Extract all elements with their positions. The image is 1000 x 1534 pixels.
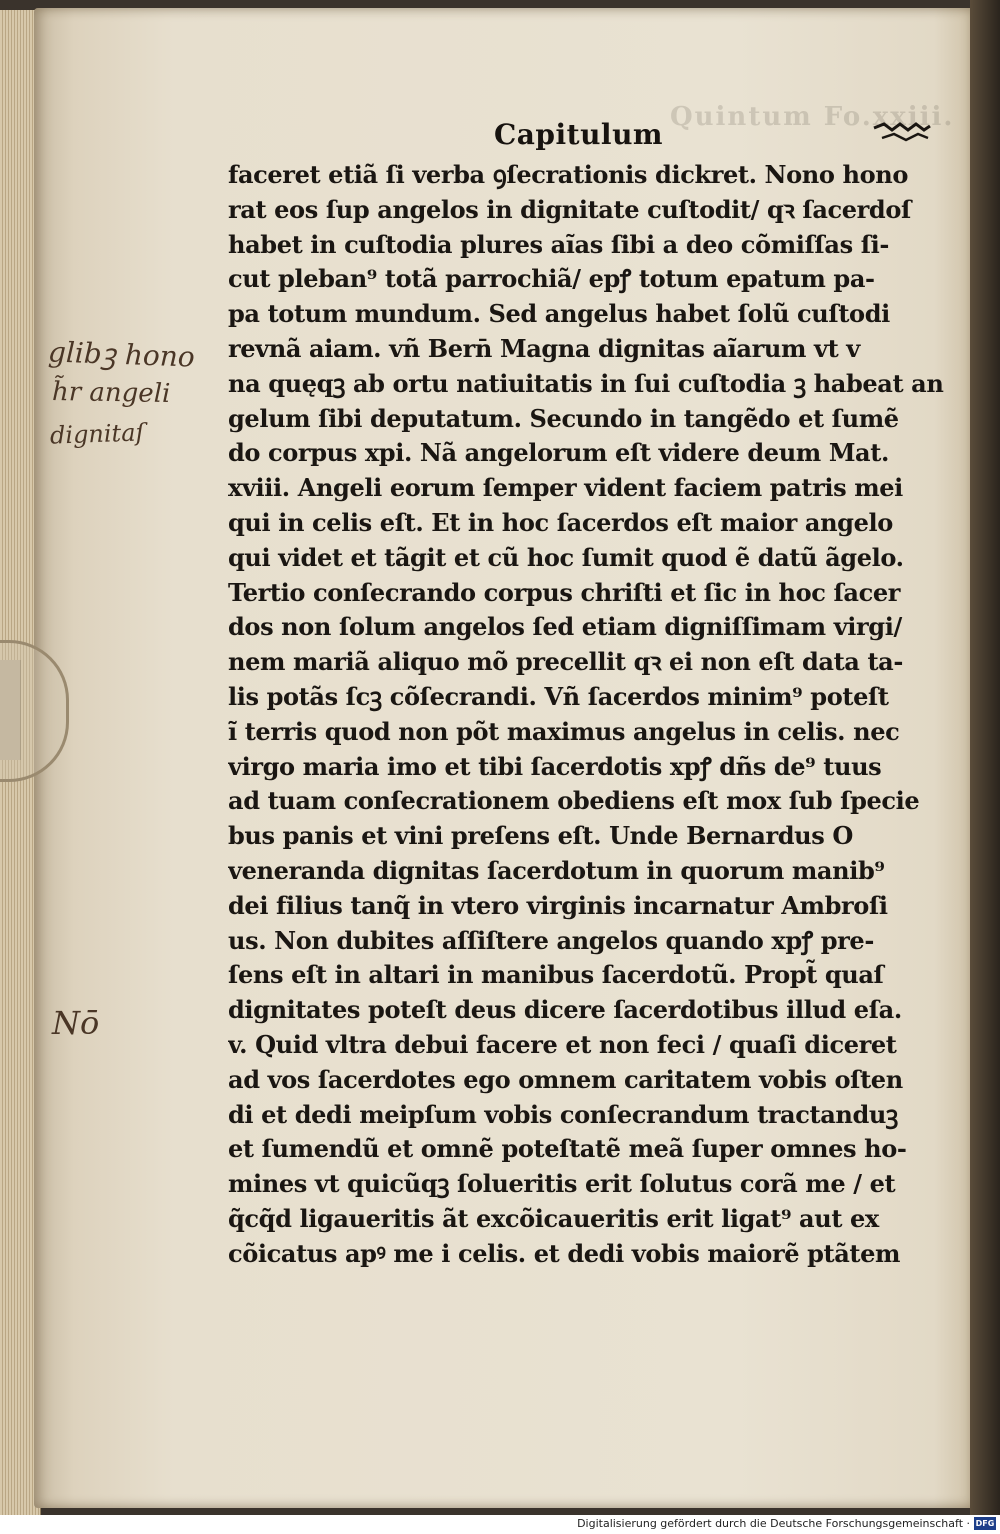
text-line: v. Quid vltra debui facere et non feci / quaſi diceret xyxy=(228,1029,897,1059)
marginal-note: glibꝫ hono xyxy=(47,335,196,374)
text-line: pa totum mundum. Sed angelus habet ſolũ cuſtodi xyxy=(228,299,890,329)
text-line: cõicatus apꝰ me i celis. et dedi vobis maiorẽ ptãtem xyxy=(228,1238,901,1268)
text-line: dei filius tanq̃ in vtero virginis incarnatur Ambroſi xyxy=(228,890,888,920)
marginal-note: h̃r angeli xyxy=(51,376,171,410)
text-line: rat eos ſup angelos in dignitate cuſtodit/ qꝛ ſacerdoſ xyxy=(228,194,911,224)
text-line: dos non ſolum angelos ſed etiam digniſſimam virgi/ xyxy=(228,612,902,642)
text-line: lis potãs ſcꝫ cõſecrandi. Vñ ſacerdos minim⁹ poteſt xyxy=(228,681,889,711)
marginal-note: Nō xyxy=(52,1004,100,1042)
text-line: qui videt et tãgit et cũ hoc ſumit quod ẽ datũ ãgelo. xyxy=(228,542,904,572)
text-line: di et dedi meipſum vobis conſecrandum tractanduꝫ xyxy=(228,1099,898,1129)
running-head: Capitulum xyxy=(494,118,664,151)
text-line: ſens eſt in altari in manibus ſacerdotũ. Propt̃ quaſ xyxy=(228,960,884,990)
text-line: bus panis et vini preſens eſt. Unde Bernardus O xyxy=(228,821,853,851)
text-line: dignitates poteſt deus dicere ſacerdotibus illud eſa. xyxy=(228,995,902,1025)
marginal-note: dignitaſ xyxy=(49,418,145,450)
text-line: ad tuam conſecrationem obediens eſt mox ſub ſpecie xyxy=(228,786,920,816)
text-line: et ſumendũ et omnẽ poteſtatẽ meã ſuper omnes ho- xyxy=(228,1134,907,1164)
text-line: habet in cuſtodia plures aĩas ſibi a deo cõmiſſas ſi- xyxy=(228,229,889,259)
book-board-edge xyxy=(970,0,1000,1515)
text-line: na quęqꝫ ab ortu natiuitatis in ſui cuſtodia ꝫ habeat an xyxy=(228,368,944,398)
text-line: qui in celis eſt. Et in hoc ſacerdos eſt maior angelo xyxy=(228,507,893,537)
text-line: revnã aiam. vñ Bern̄ Magna dignitas aĩarum vt v xyxy=(228,333,860,363)
funding-credit: Digitalisierung gefördert durch die Deutsche Forschungsgemeinschaft · xyxy=(577,1517,970,1530)
text-line: do corpus xpi. Nã angelorum eſt videre deum Mat. xyxy=(228,438,889,468)
text-line: mines vt quicũqꝫ ſolueritis erit ſolutus corã me / et xyxy=(228,1169,896,1199)
body-text xyxy=(228,158,950,1272)
footer-bar xyxy=(0,1515,1000,1534)
text-line: gelum ſibi deputatum. Secundo in tangẽdo et ſumẽ xyxy=(228,403,899,433)
text-line: veneranda dignitas ſacerdotum in quorum manib⁹ xyxy=(228,855,885,885)
text-line: nem mariã aliquo mõ precellit qꝛ ei non eſt data ta- xyxy=(228,647,903,677)
text-line: ad vos ſacerdotes ego omnem caritatem vobis oſten xyxy=(228,1064,903,1094)
text-line: us. Non dubites aſſiſtere angelos quando xpꝭ pre- xyxy=(228,925,874,955)
text-line: cut pleban⁹ totã parrochiã/ epꝭ totum epatum pa- xyxy=(228,264,875,294)
text-line: ĩ terris quod non põt maximus angelus in celis. nec xyxy=(228,716,900,746)
text-line: q̃cq̃d ligaueritis ãt excõicaueritis erit ligat⁹ aut ex xyxy=(228,1203,879,1233)
text-line: faceret etiã ſi verba ꝯſecrationis dickret. Nono hono xyxy=(228,160,908,189)
show-through-text: Quintum Fo.xxiii. xyxy=(670,102,955,132)
flourish-icon xyxy=(872,118,932,148)
text-line: virgo maria imo et tibi ſacerdotis xpꝭ dñs de⁹ tuus xyxy=(228,751,882,781)
dfg-logo: DFG xyxy=(975,1519,995,1528)
text-line: xviii. Angeli eorum ſemper vident faciem patris mei xyxy=(228,473,903,503)
text-line: Tertio conſecrando corpus chriſti et ſic in hoc ſacer xyxy=(228,577,901,607)
